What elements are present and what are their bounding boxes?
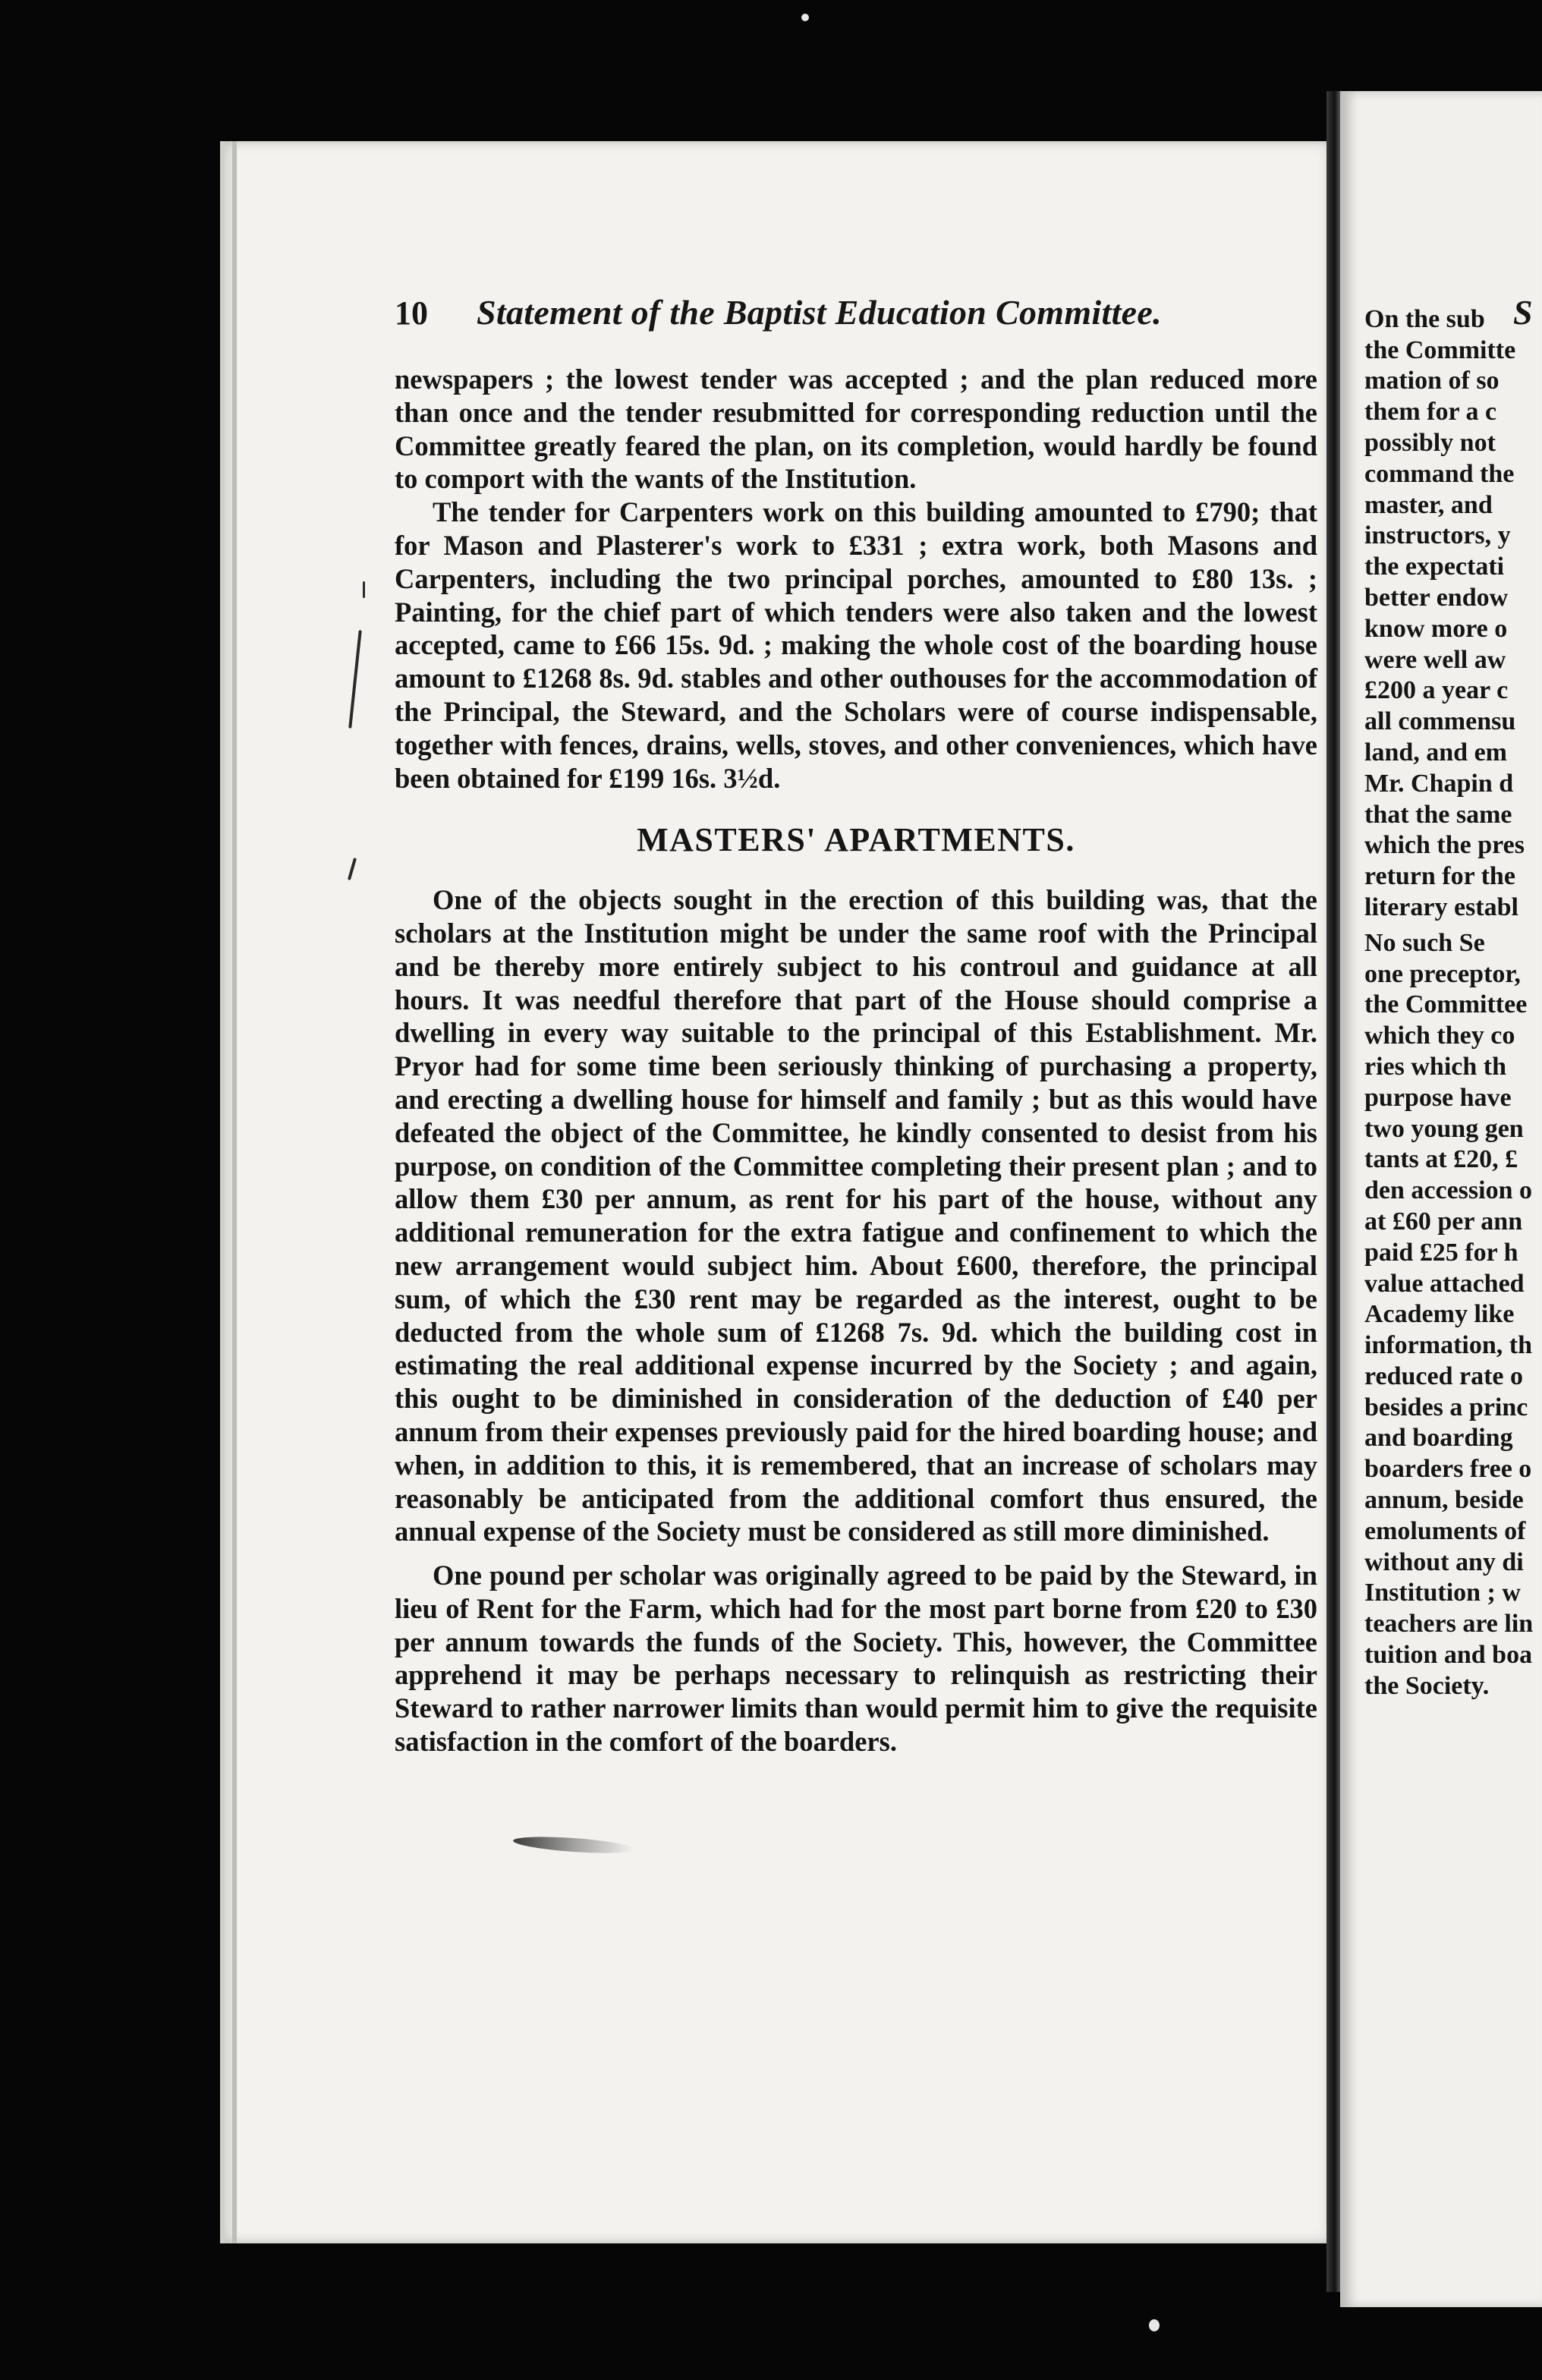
scan-speck-top (801, 14, 809, 21)
margin-pencil-mark (363, 581, 365, 598)
facing-page-line: know more o (1364, 614, 1508, 643)
facing-page-line (1364, 273, 1542, 304)
facing-page-line: teachers are lin (1364, 1610, 1534, 1639)
facing-page-line: without any di (1364, 1547, 1524, 1576)
scan-speck-bottom (1149, 2319, 1160, 2331)
facing-page-line: them for a c (1364, 398, 1497, 427)
main-text-column (395, 363, 1317, 1758)
facing-page-line: literary establ (1364, 892, 1518, 921)
facing-page-line: at £60 per ann (1364, 1207, 1523, 1236)
facing-page-line: the Society. (1364, 1671, 1490, 1700)
facing-page-line: one preceptor, (1364, 959, 1521, 988)
facing-page-line: No such Se (1364, 928, 1485, 957)
facing-page-line: reduced rate o (1364, 1362, 1523, 1390)
facing-page-line: land, and em (1364, 738, 1507, 767)
facing-page-line: return for the (1364, 862, 1515, 891)
facing-page-line: the expectati (1364, 552, 1505, 581)
facing-page-line: purpose have (1364, 1083, 1512, 1112)
facing-page-line: annum, beside (1364, 1486, 1524, 1515)
paragraph-4: One pound per scholar was originally agreed to be paid by the Steward, in lieu of Rent for the Farm, which had for the most part borne from £20 to £30 per annum towards the funds of the Society. This, however, the Committee apprehend it may be perhaps necessary to relinquish as restricting their Steward to rather narrower limits than would permit him to give the requisite satisfaction in the comfort of the boarders. (395, 1560, 1317, 1758)
page-number: 10 (395, 294, 428, 332)
paragraph-1: newspapers ; the lowest tender was accepted ; and the plan reduced more than once and the tender resubmitted for corresponding reduction until the Committee greatly feared the plan, on its completion, would hardly be found to comport with the wants of the Institution. (395, 364, 1317, 495)
facing-page-line: the Committee (1364, 990, 1528, 1019)
facing-page-line: command the (1364, 459, 1515, 488)
facing-page-line: instructors, y (1364, 521, 1511, 550)
paragraph-2: The tender for Carpenters work on this building amounted to £790; that for Mason and Plasterer's work to £331 ; extra work, both Masons and Carpenters, including the two principal porches, amounted to £80 13s. ; Painting, for the chief part of which tenders were also taken and the lowest accepted, came to £66 15s. 9d. ; making the whole cost of the boarding house amount to £1268 8s. 9d. stables and other outhouses for the accommodation of the Principal, the Steward, and the Scholars were of course indispensable, together with fences, drains, wells, stoves, and other conveniences, which have been obtained for £199 16s. 3½d. (395, 496, 1317, 794)
facing-page-line: value attached (1364, 1269, 1525, 1298)
facing-page-line: Academy like (1364, 1300, 1515, 1329)
facing-page-line: mation of so (1364, 367, 1500, 395)
facing-page-line: were well aw (1364, 645, 1506, 674)
facing-page-line: better endow (1364, 583, 1509, 612)
facing-page-line: ries which th (1364, 1052, 1506, 1081)
facing-page-line: that the same (1364, 800, 1512, 829)
facing-page-line: £200 a year c (1364, 676, 1509, 705)
facing-page-line: tuition and boa (1364, 1641, 1533, 1670)
facing-page-line: den accession o (1364, 1176, 1532, 1205)
facing-page-line: all commensu (1364, 707, 1516, 736)
facing-running-head: S (1513, 293, 1533, 332)
running-head-title: Statement of the Baptist Education Committee. (477, 293, 1162, 332)
running-head (395, 290, 1328, 335)
facing-page-line: which the pres (1364, 831, 1525, 860)
facing-page-line: tants at £20, £ (1364, 1145, 1518, 1174)
facing-page-line: Mr. Chapin d (1364, 769, 1514, 798)
facing-page-line: besides a princ (1364, 1393, 1528, 1421)
book-gutter (1326, 91, 1340, 2292)
facing-page-line: which they co (1364, 1022, 1515, 1050)
section-heading: MASTERS' APARTMENTS. (637, 821, 1075, 859)
facing-page-line: two young gen (1364, 1114, 1524, 1143)
facing-page-line: master, and (1364, 490, 1493, 519)
facing-page-line: Institution ; w (1364, 1579, 1521, 1607)
facing-page-text (1364, 273, 1542, 1702)
facing-page-line: possibly not (1364, 428, 1496, 457)
facing-page-line: and boarding (1364, 1424, 1513, 1453)
facing-page-line: boarders free o (1364, 1455, 1532, 1484)
paragraph-3: One of the objects sought in the erection of this building was, that the scholars at the Institution might be under the same roof with the Principal and be thereby more entirely subject to his controul and guidance at all hours. It was needful therefore that part of the House should comprise a dwelling in every way suitable to the principal of this Establishment. Mr. Pryor had for some time been seriously thinking of purchasing a property, and erecting a dwelling house for himself and family ; but as this would have defeated the object of the Committee, he kindly consented to desist from his purpose, on condition of the Committee completing their present plan ; and to allow them £30 per annum, as rent for his part of the house, without any additional remuneration for the extra fatigue and confinement to which the new arrangement would subject him. About £600, therefore, the principal sum, of which the £30 rent may be regarded as the interest, ought to be deducted from the whole sum of £1268 7s. 9d. which the building cost in estimating the real additional expense incurred by the Society ; and again, this ought to be diminished in consideration of the deduction of £40 per annum from their expenses previously paid for the hired boarding house; and when, in addition to this, it is remembered, that an increase of scholars may reasonably be anticipated from the additional comfort thus ensured, the annual expense of the Society must be considered as still more diminished. (395, 884, 1317, 1547)
facing-page-line: emoluments of (1364, 1516, 1526, 1545)
facing-page-line: information, th (1364, 1331, 1532, 1360)
facing-page-line: On the sub (1364, 304, 1485, 333)
facing-page-line: paid £25 for h (1364, 1238, 1518, 1267)
facing-page-line: the Committe (1364, 335, 1516, 364)
